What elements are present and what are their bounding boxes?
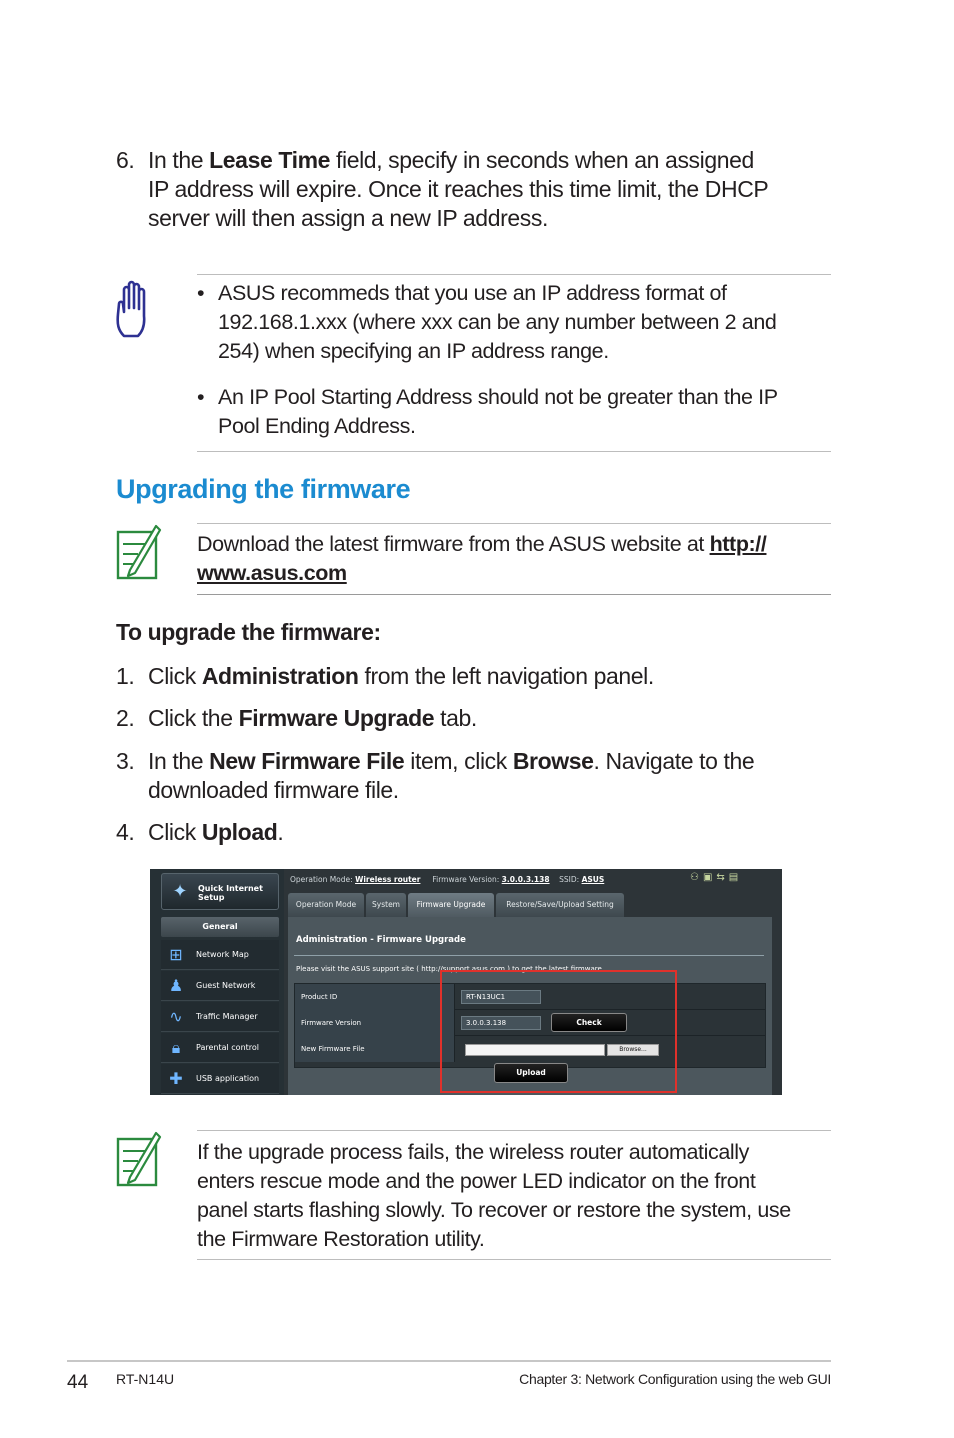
magic-wand-icon: ✦: [172, 881, 188, 902]
caution-text: 254) when specifying an IP address range.: [218, 339, 609, 363]
note-bottom-rule: [197, 594, 831, 595]
step-term: Browse: [512, 748, 594, 774]
browse-button[interactable]: Browse...: [607, 1044, 659, 1056]
step-number: 2.: [116, 705, 135, 731]
note-text: enters rescue mode and the power LED indicator on the front: [197, 1169, 756, 1193]
general-header: General: [161, 917, 279, 937]
check-button[interactable]: Check: [551, 1013, 627, 1032]
step-term: Upload: [201, 819, 278, 845]
caution-bottom-rule: [197, 451, 831, 452]
puzzle-icon: ✚: [169, 1069, 183, 1088]
left-navigation-panel: [150, 869, 284, 1095]
caution-text: An IP Pool Starting Address should not be greater than the IP: [218, 385, 778, 409]
footer-chapter: Chapter 3: Network Configuration using the web GUI: [519, 1371, 831, 1387]
step-1: [116, 662, 836, 691]
panel-title: Administration - Firmware Upgrade: [296, 935, 466, 945]
bullet-dot: •: [197, 385, 205, 409]
step-2: [116, 704, 836, 733]
step-text: .: [277, 819, 284, 845]
nav-item-usb-application[interactable]: [161, 1064, 279, 1094]
note-pencil-icon: [116, 524, 162, 580]
caution-hand-icon: [112, 280, 160, 340]
lease-time-term: Lease Time: [209, 147, 331, 173]
nav-item-traffic-manager[interactable]: [161, 1002, 279, 1032]
note-bottom-rule: [197, 1259, 831, 1260]
note-1-text: [197, 530, 837, 588]
step-text: In the: [148, 147, 210, 173]
ssid-link[interactable]: ASUS: [581, 875, 605, 884]
qis-label: Quick Internet Setup: [198, 884, 263, 902]
step-text: tab.: [434, 705, 477, 731]
step-text: Click the: [148, 705, 239, 731]
step-term: New Firmware File: [209, 748, 405, 774]
step-text: item, click: [404, 748, 513, 774]
footer-model: RT-N14U: [116, 1371, 175, 1387]
tab-operation-mode[interactable]: Operation Mode: [288, 893, 364, 917]
tab-restore-save-upload[interactable]: Restore/Save/Upload Setting: [496, 893, 624, 917]
section-heading: Upgrading the firmware: [116, 474, 411, 504]
nav-label: USB application: [196, 1074, 260, 1083]
op-mode-label: Operation Mode:: [290, 875, 353, 884]
note-text: the Firmware Restoration utility.: [197, 1227, 485, 1251]
asus-website-link-cont[interactable]: www.asus.com: [197, 561, 347, 585]
step-number: 4.: [116, 819, 135, 845]
page-number: 44: [67, 1372, 89, 1393]
step-text: field, specify in seconds when an assigned: [330, 147, 754, 173]
step-number: 1.: [116, 663, 135, 689]
step-text: In the: [148, 748, 210, 774]
step-text-line: server will then assign a new IP address.: [148, 205, 548, 231]
lock-icon: 🔒︎: [171, 1038, 181, 1057]
caution-top-rule: [197, 274, 831, 275]
row-label: Product ID: [295, 984, 455, 1010]
step-6: [116, 146, 836, 233]
step-number: 3.: [116, 748, 135, 774]
step-3: [116, 747, 836, 805]
note-text: Download the latest firmware from the ASUS website at: [197, 532, 710, 556]
note-top-rule: [197, 1130, 831, 1131]
op-mode-link[interactable]: Wireless router: [355, 875, 421, 884]
firmware-upgrade-screenshot: [150, 869, 782, 1095]
nav-item-parental-control[interactable]: [161, 1033, 279, 1063]
highlight-box: [440, 970, 677, 1093]
caution-bullet-2: [197, 383, 837, 441]
procedure-title: To upgrade the firmware:: [116, 619, 381, 645]
note-2-text: [197, 1138, 837, 1254]
fw-version-label: Firmware Version:: [432, 875, 500, 884]
bullet-dot: •: [197, 281, 205, 305]
row-label: Firmware Version: [295, 1010, 455, 1036]
product-id-value: RT-N13UC1: [461, 990, 541, 1004]
note-top-rule: [197, 523, 831, 524]
step-number: 6.: [116, 147, 135, 173]
tab-firmware-upgrade[interactable]: Firmware Upgrade: [408, 893, 494, 917]
asus-website-link[interactable]: http://: [709, 532, 767, 556]
note-pencil-icon: [116, 1131, 162, 1187]
nav-label: Network Map: [196, 950, 249, 959]
firmware-version-value: 3.0.0.3.138: [461, 1016, 541, 1030]
step-4: [116, 818, 836, 847]
caution-bullet-1: [197, 279, 837, 366]
panel-divider: [294, 955, 764, 956]
network-map-icon: ⊞: [169, 945, 183, 964]
traffic-manager-icon: ∿: [169, 1007, 183, 1026]
ssid-label: SSID:: [559, 875, 580, 884]
step-text: Click: [148, 663, 202, 689]
nav-label: Traffic Manager: [196, 1012, 258, 1021]
step-term: Firmware Upgrade: [238, 705, 435, 731]
guest-network-icon: ♟: [168, 976, 184, 995]
footer-rule: [67, 1360, 831, 1362]
note-text: panel starts flashing slowly. To recover or restore the system, use: [197, 1198, 791, 1222]
step-text: from the left navigation panel.: [358, 663, 654, 689]
nav-label: Parental control: [196, 1043, 260, 1052]
caution-text: Pool Ending Address.: [218, 414, 416, 438]
tab-system[interactable]: System: [366, 893, 406, 917]
step-text: . Navigate to the: [593, 748, 755, 774]
row-label: New Firmware File: [295, 1036, 455, 1062]
quick-internet-setup-button[interactable]: [161, 873, 279, 910]
caution-text: ASUS recommeds that you use an IP address format of: [218, 281, 727, 305]
nav-label: Guest Network: [196, 981, 256, 990]
fw-version-link[interactable]: 3.0.0.3.138: [501, 875, 550, 884]
step-text: Click: [148, 819, 202, 845]
step-text-line: downloaded firmware file.: [148, 777, 399, 803]
nav-item-network-map[interactable]: [161, 940, 279, 970]
status-icons: ⚇▣⇆▤: [690, 872, 743, 883]
panel-description: Please visit the ASUS support site ( http://support.asus.com ) to get the latest firmware.: [296, 965, 605, 973]
step-term: Administration: [201, 663, 359, 689]
caution-text: 192.168.1.xxx (where xxx can be any number between 2 and: [218, 310, 777, 334]
step-text-line: IP address will expire. Once it reaches this time limit, the DHCP: [148, 176, 769, 202]
nav-item-guest-network[interactable]: [161, 971, 279, 1001]
upload-button[interactable]: Upload: [494, 1063, 568, 1083]
note-text: If the upgrade process fails, the wireless router automatically: [197, 1140, 749, 1164]
